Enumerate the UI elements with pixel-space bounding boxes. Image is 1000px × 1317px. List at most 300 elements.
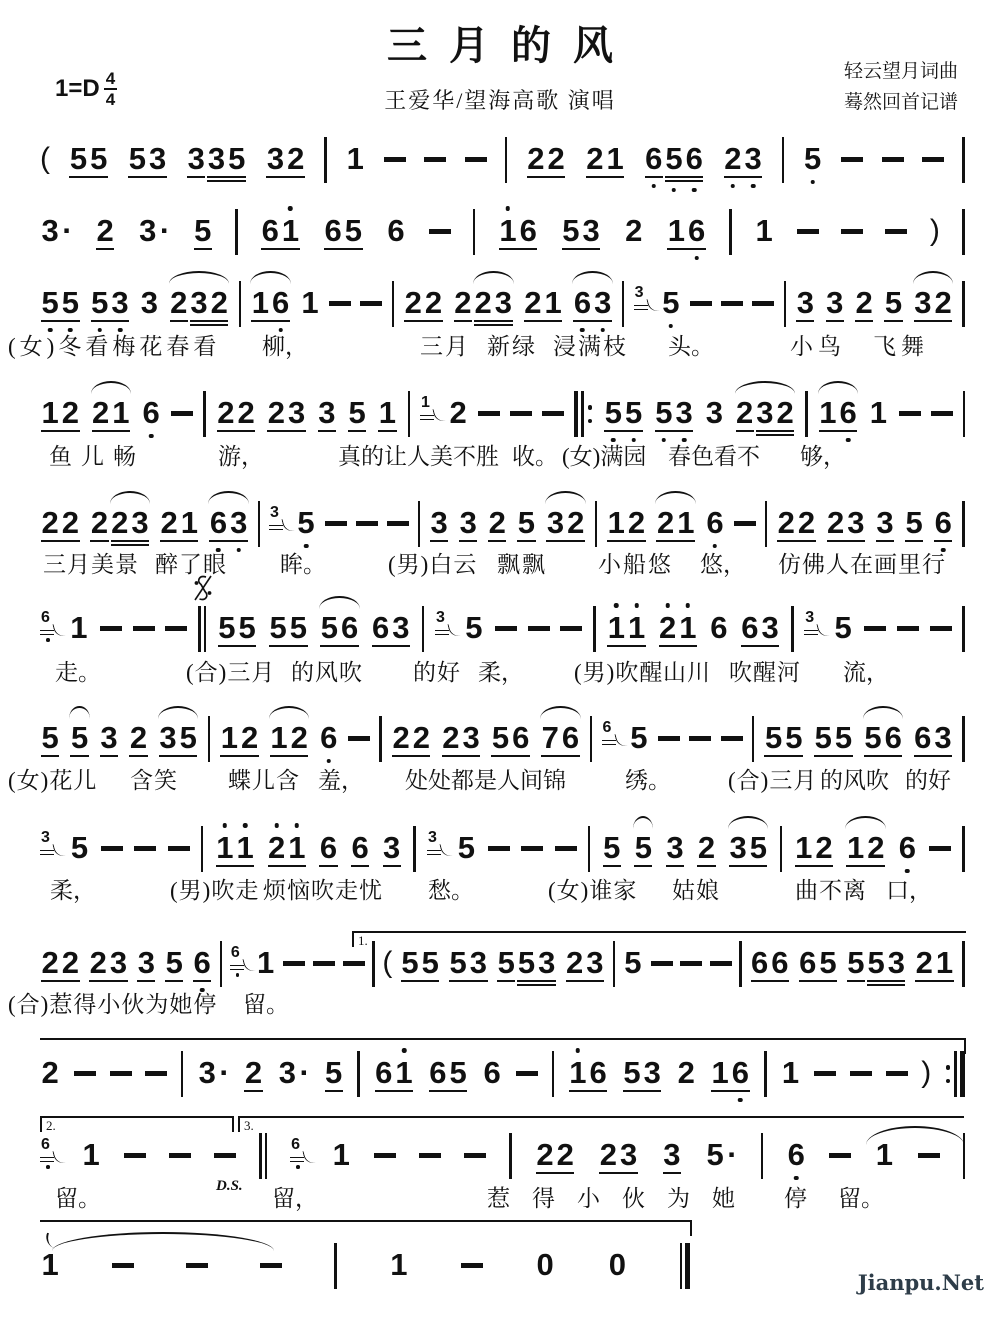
underline [934, 540, 952, 542]
note-cluster [786, 1138, 806, 1171]
underline [92, 430, 131, 432]
music-line [40, 142, 965, 183]
digit: 5 [70, 720, 89, 755]
beam-group [661, 286, 681, 319]
beam-group [666, 214, 707, 247]
note-cluster [868, 396, 888, 429]
note-cluster [780, 1056, 800, 1089]
note-cluster [389, 1248, 409, 1281]
beam-group [913, 721, 954, 754]
duration-dash [329, 301, 351, 306]
digit: 1 [390, 1247, 408, 1282]
duration-dash [260, 1263, 282, 1268]
barline-stroke [372, 941, 375, 987]
beam-group [324, 1056, 344, 1089]
beam-group [40, 721, 60, 754]
digit: 6 [589, 1055, 607, 1090]
duration-dash [864, 626, 886, 631]
duration-dash [814, 1071, 836, 1076]
digit: 1 [112, 395, 130, 430]
duration-dash [124, 1153, 146, 1158]
note-cluster [215, 831, 256, 864]
phrase-paren: ( [382, 946, 393, 979]
beam-group [644, 142, 664, 175]
digit: 5 [562, 213, 580, 248]
duration-dash [461, 1263, 483, 1268]
beam-group [88, 946, 129, 979]
lyric-segment: (男)吹醒 [574, 660, 664, 685]
barline [379, 716, 382, 762]
note-cluster [139, 286, 159, 319]
beam-group [561, 214, 602, 247]
beam-group [453, 286, 473, 319]
note-cluster [324, 1056, 344, 1089]
lyric-segment: 绣。 [625, 768, 671, 793]
digit: 3 [538, 945, 556, 980]
lyric-segment: 飘飘 [497, 552, 547, 577]
beam-group [464, 611, 484, 644]
duration-dash [283, 961, 305, 966]
octave-dot-low [236, 973, 240, 977]
note-cluster [735, 396, 796, 429]
octave-dot-high [614, 603, 619, 608]
barline-stroke [473, 209, 476, 255]
note-cluster [526, 142, 567, 175]
beam-group [490, 721, 531, 754]
note-cluster [158, 721, 199, 754]
beam-group [139, 286, 159, 319]
music-line [40, 611, 965, 652]
performer-line: 王爱华/望海高歌 演唱 [384, 88, 616, 113]
credits-block [844, 56, 958, 118]
barline-stroke [334, 1243, 337, 1289]
digit: 5 [194, 213, 212, 248]
barline-stroke [201, 826, 204, 872]
duration-dash [325, 521, 347, 526]
volta-label: 2. [46, 1118, 56, 1133]
lyric-segment: 的好 [905, 768, 951, 793]
barline [239, 281, 242, 327]
lyric-segment: 三月美景 [43, 552, 139, 577]
digit: 5 [624, 945, 642, 980]
beam-group [665, 831, 685, 864]
underline [697, 865, 715, 867]
barline [962, 716, 965, 762]
beam-group [913, 286, 954, 319]
digit: 5 [834, 610, 852, 645]
grace-tie [817, 622, 830, 638]
barline-stroke [685, 1243, 690, 1289]
beam-group [603, 396, 644, 429]
music-line [40, 1248, 690, 1289]
grace-underline [290, 1157, 304, 1158]
digit: 3 [593, 286, 613, 319]
slur-arc [728, 816, 769, 829]
barline [509, 1133, 512, 1179]
underline [270, 755, 309, 757]
digit: 2 [855, 285, 873, 320]
note-cluster [164, 946, 184, 979]
music-line [40, 946, 965, 987]
beam-group [318, 831, 338, 864]
digit: 2 [827, 505, 845, 540]
duration-dash [510, 411, 532, 416]
note-cluster [818, 396, 859, 429]
octave-dot-low [731, 184, 736, 189]
underline [207, 176, 246, 178]
beam-group [516, 946, 557, 979]
digit: 3 [110, 286, 130, 319]
beam-group [629, 721, 649, 754]
underline [756, 430, 795, 432]
underline [524, 320, 563, 322]
note-cluster [382, 831, 402, 864]
note-cluster [728, 831, 769, 864]
beam-group [277, 1056, 310, 1089]
digit: 3 [139, 213, 157, 248]
digit: 5 [654, 396, 674, 429]
underline [607, 540, 646, 542]
beam-group [846, 946, 866, 979]
note-cluster [40, 214, 73, 247]
lyric-segment: 惹得小伙为她 [487, 1186, 757, 1211]
underline [454, 320, 472, 322]
digit: 5 [603, 396, 623, 429]
lyric-segment: (合)三月 [186, 660, 276, 685]
digit: 6 [324, 213, 342, 248]
digit: 2 [627, 505, 646, 540]
duration-dash [112, 1263, 134, 1268]
note-cluster [875, 506, 895, 539]
lyric-segment: 头。 [668, 334, 714, 359]
digit: 1 [819, 395, 837, 430]
octave-dot-low [694, 256, 699, 261]
slur-arc [319, 596, 360, 609]
grace-tie [282, 517, 295, 533]
underline [41, 320, 80, 322]
underline [100, 755, 118, 757]
digit: 6 [710, 610, 728, 645]
underline [795, 865, 834, 867]
note-cluster [40, 506, 81, 539]
octave-dot-low [662, 438, 667, 443]
volta-bracket [238, 1116, 964, 1132]
underline [216, 865, 255, 867]
duration-dash [356, 521, 378, 526]
underline [89, 980, 128, 982]
grace-underline [290, 1161, 304, 1162]
barline-stroke [258, 501, 261, 547]
digit: 2 [776, 395, 794, 430]
note-cluster [350, 831, 370, 864]
digit: 1 [795, 830, 813, 865]
underline [137, 980, 155, 982]
duration-dash [752, 301, 774, 306]
digit: 2 [61, 395, 79, 430]
barline [392, 281, 395, 327]
barline-stroke [739, 941, 742, 987]
digit: 5 [320, 610, 338, 645]
note-cluster [897, 831, 917, 864]
digit: 6 [644, 142, 664, 175]
digit: 6 [372, 610, 390, 645]
digit: 3 [229, 506, 249, 539]
digit: 2 [111, 505, 129, 540]
barline [613, 941, 616, 987]
underline [562, 248, 601, 250]
slur-arc [473, 271, 514, 284]
barline [962, 826, 965, 872]
slur-arc [845, 816, 886, 829]
barline-stroke [963, 391, 966, 437]
note-cluster [705, 1138, 738, 1171]
beam-group [482, 1056, 502, 1089]
underline [603, 865, 621, 867]
lyric-segment: 三月 [420, 334, 470, 359]
barline [739, 941, 742, 987]
beam-group [269, 721, 310, 754]
lyric-segment: 的好 [413, 660, 461, 685]
beam-group [458, 506, 478, 539]
grace-underline [435, 630, 449, 631]
note-cluster [128, 721, 148, 754]
digit: 5 [814, 720, 832, 755]
digit: 5 [60, 286, 80, 319]
lyric-segment: 姑娘 [672, 878, 720, 903]
note-cluster [317, 396, 337, 429]
note-cluster [192, 946, 212, 979]
duration-dash [110, 1071, 132, 1076]
digit: 3 [137, 945, 155, 980]
note-cluster [169, 286, 230, 319]
note-cluster [496, 946, 557, 979]
note-cluster [40, 396, 81, 429]
barline [473, 209, 476, 255]
digit: 1 [82, 1137, 100, 1172]
beam-group [676, 1056, 696, 1089]
duration-dash [168, 846, 190, 851]
digit: 3 [914, 285, 932, 320]
beam-group [159, 506, 200, 539]
beam-group [565, 946, 606, 979]
barline-stroke [590, 716, 593, 762]
note-cluster [572, 286, 613, 319]
beam-group [40, 1248, 60, 1281]
barline-stroke [782, 137, 785, 183]
underline [665, 180, 704, 182]
note-cluster [798, 946, 839, 979]
barline [208, 716, 211, 762]
lyric-segment: 山川 [663, 660, 711, 685]
note-cluster [391, 721, 432, 754]
underline [864, 755, 903, 757]
slur-arc [735, 381, 796, 394]
beam-group [371, 611, 412, 644]
underline [736, 430, 754, 432]
lyric-segment: 口， [886, 878, 932, 903]
underline [751, 980, 790, 982]
duration-dash [930, 626, 952, 631]
barline-stroke [509, 1133, 512, 1179]
digit: 2 [61, 945, 79, 980]
barline-stroke [595, 501, 598, 547]
barline [552, 1051, 555, 1097]
lyric-segment: 愁。 [428, 878, 474, 903]
note-cluster [197, 1056, 230, 1089]
lyric-segment: 柳， [262, 334, 308, 359]
digit: 2 [267, 831, 287, 864]
note-cluster [710, 1056, 751, 1089]
digit: 2 [170, 285, 188, 320]
underline [194, 248, 212, 250]
digit: 3 [546, 505, 565, 540]
underline [170, 320, 188, 322]
beam-group [386, 214, 406, 247]
underline [517, 980, 556, 982]
beam-group [317, 396, 337, 429]
repeat-dots [587, 405, 594, 423]
lyric-segment: 游， [218, 444, 264, 469]
barline [780, 826, 783, 872]
digit: 3 [494, 285, 513, 320]
slur-arc [158, 706, 199, 719]
note-cluster [266, 396, 307, 429]
digit: 1 [677, 505, 695, 540]
lyric-segment: (女)满园 [562, 444, 647, 469]
octave-dot-low [738, 1098, 743, 1103]
lyric-segment: (男)白云 [388, 552, 478, 577]
slur-arc [169, 271, 230, 284]
slur-arc [913, 271, 954, 284]
digit: 6 [341, 610, 359, 645]
underline [604, 430, 643, 432]
underline [91, 320, 130, 322]
note-cluster [40, 1056, 60, 1089]
beam-group [487, 506, 507, 539]
barline-stroke [765, 501, 768, 547]
grace-underline [269, 529, 283, 530]
digit: 2 [287, 141, 305, 176]
note-cluster [607, 1248, 627, 1281]
digit: 5 [803, 142, 823, 175]
grace-note-digit: 6 [291, 1136, 301, 1153]
digit: 2 [677, 1055, 695, 1090]
digit: 3 [41, 213, 59, 248]
digit: 3 [582, 213, 600, 248]
augmentation-dot: · [219, 1055, 230, 1090]
song-title: 三月的风 [387, 23, 635, 68]
music-line [40, 1056, 965, 1097]
digit: 1 [935, 945, 954, 980]
beam-group [710, 1056, 751, 1089]
note-cluster [794, 831, 835, 864]
barline-stroke [680, 1243, 683, 1289]
digit: 2 [404, 285, 422, 320]
barline-stroke [962, 941, 965, 987]
digit: 2 [41, 1055, 59, 1090]
digit: 2 [567, 505, 585, 540]
digit: 1 [215, 831, 235, 864]
beam-group [136, 946, 156, 979]
grace-note-digit: 3 [436, 609, 445, 626]
beam-group [68, 142, 109, 175]
lyric-segment: 曲不离 [795, 878, 867, 903]
underline [474, 320, 513, 322]
lyric-segment: 春色看不 [668, 444, 760, 469]
digit: 5 [624, 396, 644, 429]
digit: 2 [934, 285, 952, 320]
credit-transcriber: 蓦然回首记谱 [843, 92, 958, 113]
duration-dash [897, 626, 919, 631]
beam-group [69, 831, 89, 864]
digit: 2 [89, 945, 107, 980]
beam-group [350, 831, 370, 864]
digit: 2 [867, 830, 885, 865]
barline-stroke [761, 1133, 764, 1179]
note-cluster [243, 1056, 263, 1089]
barline [413, 826, 416, 872]
note-cluster [319, 611, 360, 644]
note-cluster [69, 831, 89, 864]
digit: 5 [40, 286, 60, 319]
barline [259, 1133, 267, 1179]
barline [962, 281, 965, 327]
beam-group [606, 506, 647, 539]
underline [442, 755, 481, 757]
octave-dot-low [751, 184, 756, 189]
lyric-segment: (合)三月 [728, 768, 818, 793]
underline [905, 540, 923, 542]
duration-dash [74, 1071, 96, 1076]
music-line [40, 721, 965, 762]
octave-dot-low [846, 438, 851, 443]
digit: 2 [412, 720, 430, 755]
digit: 2 [797, 505, 816, 540]
beam-group [265, 142, 306, 175]
underline [566, 980, 605, 982]
music-line [40, 831, 965, 872]
underline [634, 865, 652, 867]
note-cluster [602, 831, 622, 864]
grace-note [40, 611, 58, 644]
underline [724, 176, 763, 178]
digit: 3 [729, 830, 747, 865]
digit: 6 [208, 506, 228, 539]
digit: 5 [296, 506, 316, 539]
digit: 2 [290, 720, 308, 755]
digit: 3 [705, 395, 723, 430]
note-cluster [193, 214, 213, 247]
duration-dash [899, 411, 921, 416]
underline [488, 540, 506, 542]
underline [667, 248, 706, 250]
underline [218, 645, 257, 647]
digit: 5 [517, 945, 536, 980]
beam-group [813, 721, 854, 754]
digit: 6 [429, 1055, 447, 1090]
underline [491, 755, 530, 757]
barline [590, 716, 593, 762]
digit: 2 [92, 395, 110, 430]
barline [805, 391, 808, 437]
phrase-paren: ( [40, 142, 50, 175]
barline-stroke [413, 826, 416, 872]
digit: 3 [100, 720, 118, 755]
digit: 1 [70, 610, 88, 645]
barline-stroke [259, 1133, 262, 1179]
note-cluster [319, 721, 339, 754]
repeat-dot [946, 1065, 951, 1070]
